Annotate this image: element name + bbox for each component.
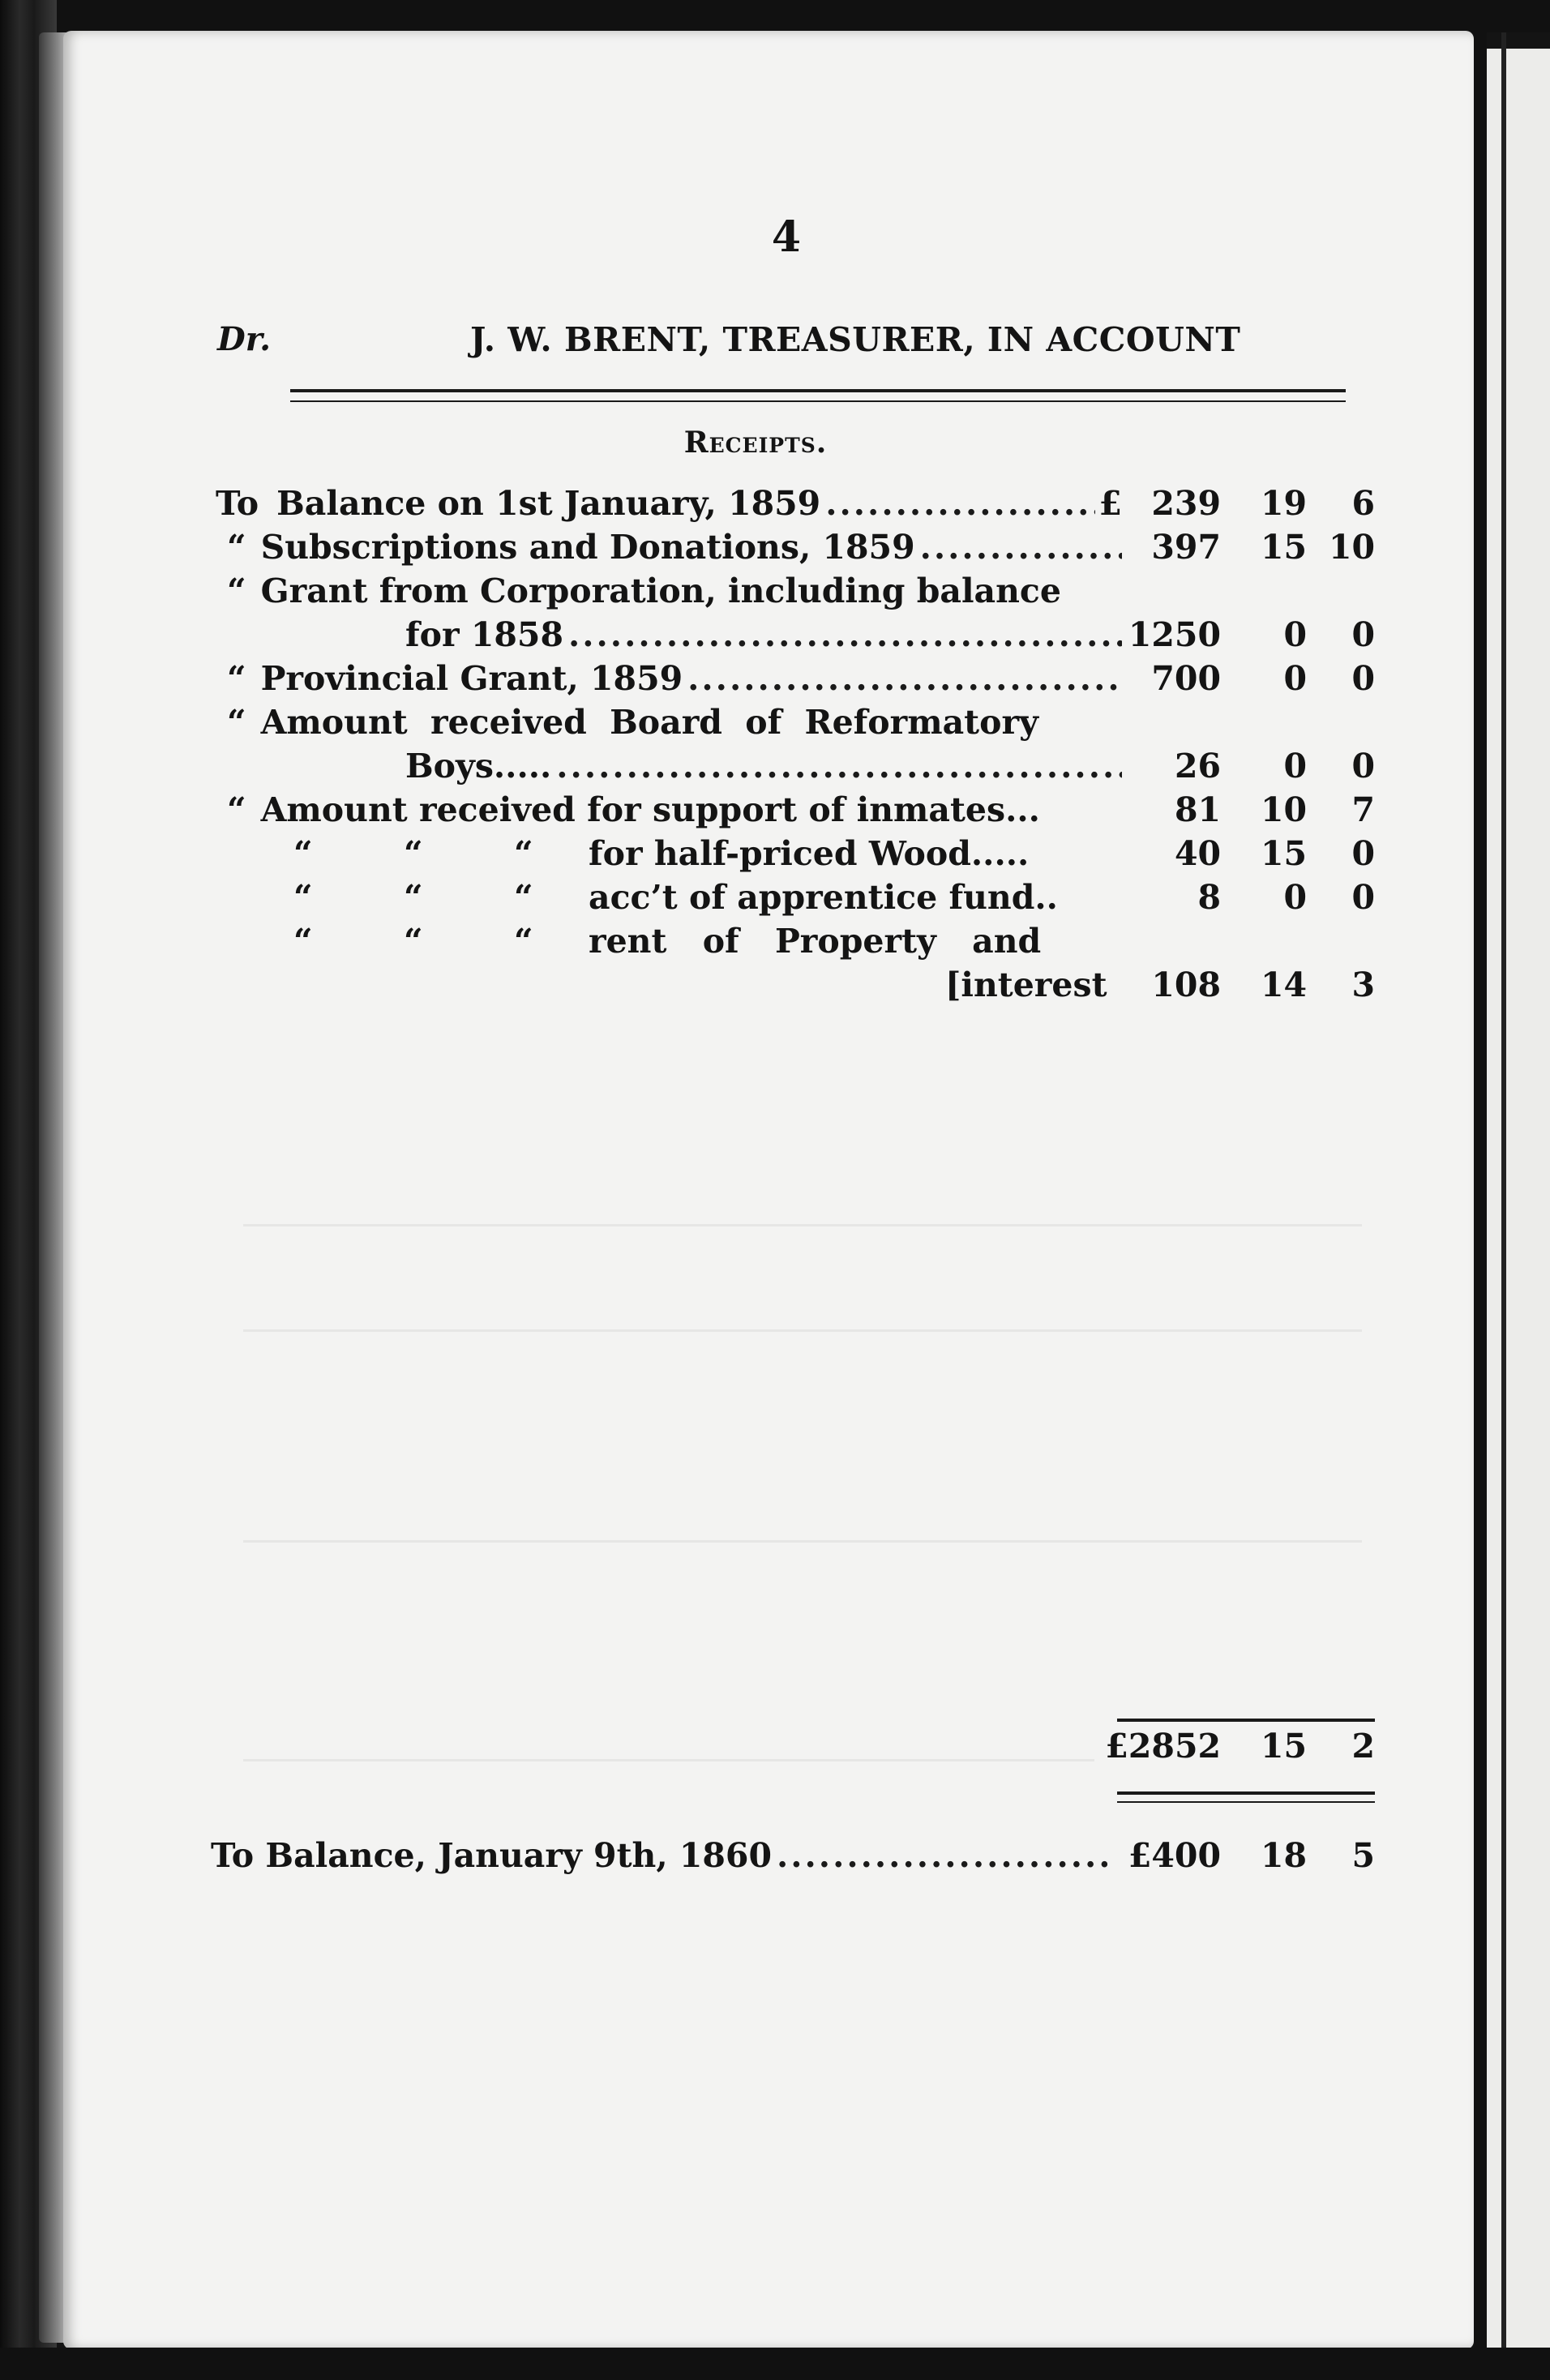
- row-text: for 1858: [405, 615, 563, 654]
- pence-cell: 3: [1351, 965, 1375, 1004]
- row-description: [211, 1834, 1107, 1877]
- ditto-mark: “: [293, 922, 313, 961]
- row-text: acc’t of apprentice fund..: [589, 878, 1058, 917]
- pence-cell: 0: [1351, 747, 1375, 785]
- row-text: Subscriptions and Donations, 1859: [260, 528, 915, 567]
- total-shillings: 15: [1260, 1727, 1307, 1766]
- pounds-cell: 239: [1151, 484, 1221, 523]
- show-through-line: [243, 1224, 1362, 1226]
- table-row: [216, 963, 1375, 1007]
- currency-sign: £: [1098, 484, 1122, 523]
- shillings-cell: 0: [1283, 878, 1307, 917]
- row-text: [interest: [945, 965, 1107, 1004]
- show-through-line: [243, 1329, 1362, 1332]
- final-pounds: £400: [1128, 1836, 1221, 1875]
- table-row: [216, 613, 1375, 657]
- shillings-cell: 10: [1260, 790, 1307, 829]
- pence-cell: 6: [1351, 484, 1375, 523]
- book-page: [63, 31, 1474, 2349]
- row-prefix: “: [227, 528, 246, 567]
- ditto-mark: “: [293, 834, 313, 873]
- table-row: [216, 657, 1375, 700]
- table-row: [216, 482, 1375, 525]
- table-row: [216, 875, 1375, 919]
- pence-cell: 0: [1351, 615, 1375, 654]
- receipts-table: [216, 482, 1375, 1007]
- total-rule-double-bottom: [1117, 1801, 1375, 1803]
- pounds-cell: 1250: [1128, 615, 1221, 654]
- row-description: [405, 613, 1122, 657]
- table-row: [216, 919, 1375, 963]
- leader-dots: [920, 525, 1122, 569]
- pence-cell: 7: [1351, 790, 1375, 829]
- header-rule-top: [290, 389, 1346, 392]
- pence-cell: 0: [1351, 659, 1375, 698]
- shillings-cell: 0: [1283, 615, 1307, 654]
- row-text: for half-priced Wood.....: [589, 834, 1030, 873]
- row-text: Amount received Board of Reformatory: [260, 703, 1038, 742]
- ditto-mark: “: [404, 834, 423, 873]
- table-row: [216, 700, 1375, 744]
- page-number: 4: [771, 212, 802, 262]
- row-description: [216, 788, 1122, 832]
- pounds-cell: 8: [1197, 878, 1221, 917]
- leader-dots: [568, 613, 1122, 657]
- row-text: rent of Property and: [589, 922, 1042, 961]
- row-description: [216, 700, 1122, 744]
- pounds-cell: 700: [1151, 659, 1221, 698]
- header-rule-bottom: [290, 400, 1346, 402]
- shillings-cell: 0: [1283, 659, 1307, 698]
- leader-dots: [687, 657, 1122, 700]
- row-description: [216, 525, 1122, 569]
- account-title: J. W. BRENT, TREASURER, IN ACCOUNT: [470, 320, 1241, 359]
- row-prefix: “: [227, 790, 246, 829]
- row-text: To Balance, January 9th, 1860: [211, 1836, 772, 1875]
- shillings-cell: 19: [1260, 484, 1307, 523]
- page-bottom-edge: [0, 2348, 1550, 2380]
- row-text: Balance on 1st January, 1859: [276, 484, 821, 523]
- ditto-mark: “: [514, 834, 533, 873]
- show-through-line: [243, 1540, 1362, 1543]
- row-description: [216, 482, 1122, 525]
- shillings-cell: 15: [1260, 528, 1307, 567]
- total-rule-top: [1117, 1719, 1375, 1722]
- row-description: [216, 569, 1122, 613]
- table-row: [216, 832, 1375, 875]
- row-description: [216, 657, 1122, 700]
- final-shillings: 18: [1260, 1836, 1307, 1875]
- pence-cell: 0: [1351, 834, 1375, 873]
- row-text: Amount received for support of inmates...: [260, 790, 1040, 829]
- shillings-cell: 14: [1260, 965, 1307, 1004]
- pence-cell: 0: [1351, 878, 1375, 917]
- page-top-edge: [0, 0, 1550, 32]
- row-prefix: To: [216, 484, 259, 523]
- row-prefix: “: [227, 571, 246, 610]
- pounds-cell: 26: [1174, 747, 1221, 785]
- row-text: Boys.....: [405, 747, 552, 785]
- table-row: [216, 788, 1375, 832]
- table-row: [216, 569, 1375, 613]
- shillings-cell: 0: [1283, 747, 1307, 785]
- row-text: Grant from Corporation, including balance: [260, 571, 1061, 610]
- section-title: Receipts.: [683, 426, 828, 460]
- ditto-mark: “: [514, 922, 533, 961]
- row-prefix: “: [227, 703, 246, 742]
- row-text: Provincial Grant, 1859: [260, 659, 683, 698]
- total-row: [216, 1724, 1375, 1768]
- pounds-cell: 40: [1174, 834, 1221, 873]
- leader-dots: [825, 482, 1095, 525]
- leader-dots: [556, 744, 1122, 788]
- row-prefix: “: [227, 659, 246, 698]
- facing-page-edge: [1487, 49, 1550, 2367]
- ditto-mark: “: [404, 922, 423, 961]
- row-description: [589, 875, 1122, 919]
- pounds-cell: 397: [1151, 528, 1221, 567]
- total-rule-double-top: [1117, 1791, 1375, 1795]
- debit-label: Dr.: [217, 320, 272, 358]
- table-row: [216, 525, 1375, 569]
- page-gutter: [1474, 31, 1487, 2349]
- pounds-cell: 81: [1174, 790, 1221, 829]
- table-row: [216, 744, 1375, 788]
- row-description: [589, 832, 1122, 875]
- total-pounds: £2852: [1105, 1727, 1221, 1766]
- row-description: [405, 744, 1122, 788]
- shillings-cell: 15: [1260, 834, 1307, 873]
- row-description: [589, 919, 1107, 963]
- closing-balance-row: [211, 1834, 1375, 1877]
- total-pence: 2: [1351, 1727, 1375, 1766]
- row-description: [945, 963, 1122, 1007]
- facing-page-line: [1501, 32, 1506, 2367]
- ditto-mark: “: [404, 878, 423, 917]
- ditto-mark: “: [293, 878, 313, 917]
- final-pence: 5: [1351, 1836, 1375, 1875]
- pence-cell: 10: [1328, 528, 1375, 567]
- pounds-cell: 108: [1151, 965, 1221, 1004]
- ditto-mark: “: [514, 878, 533, 917]
